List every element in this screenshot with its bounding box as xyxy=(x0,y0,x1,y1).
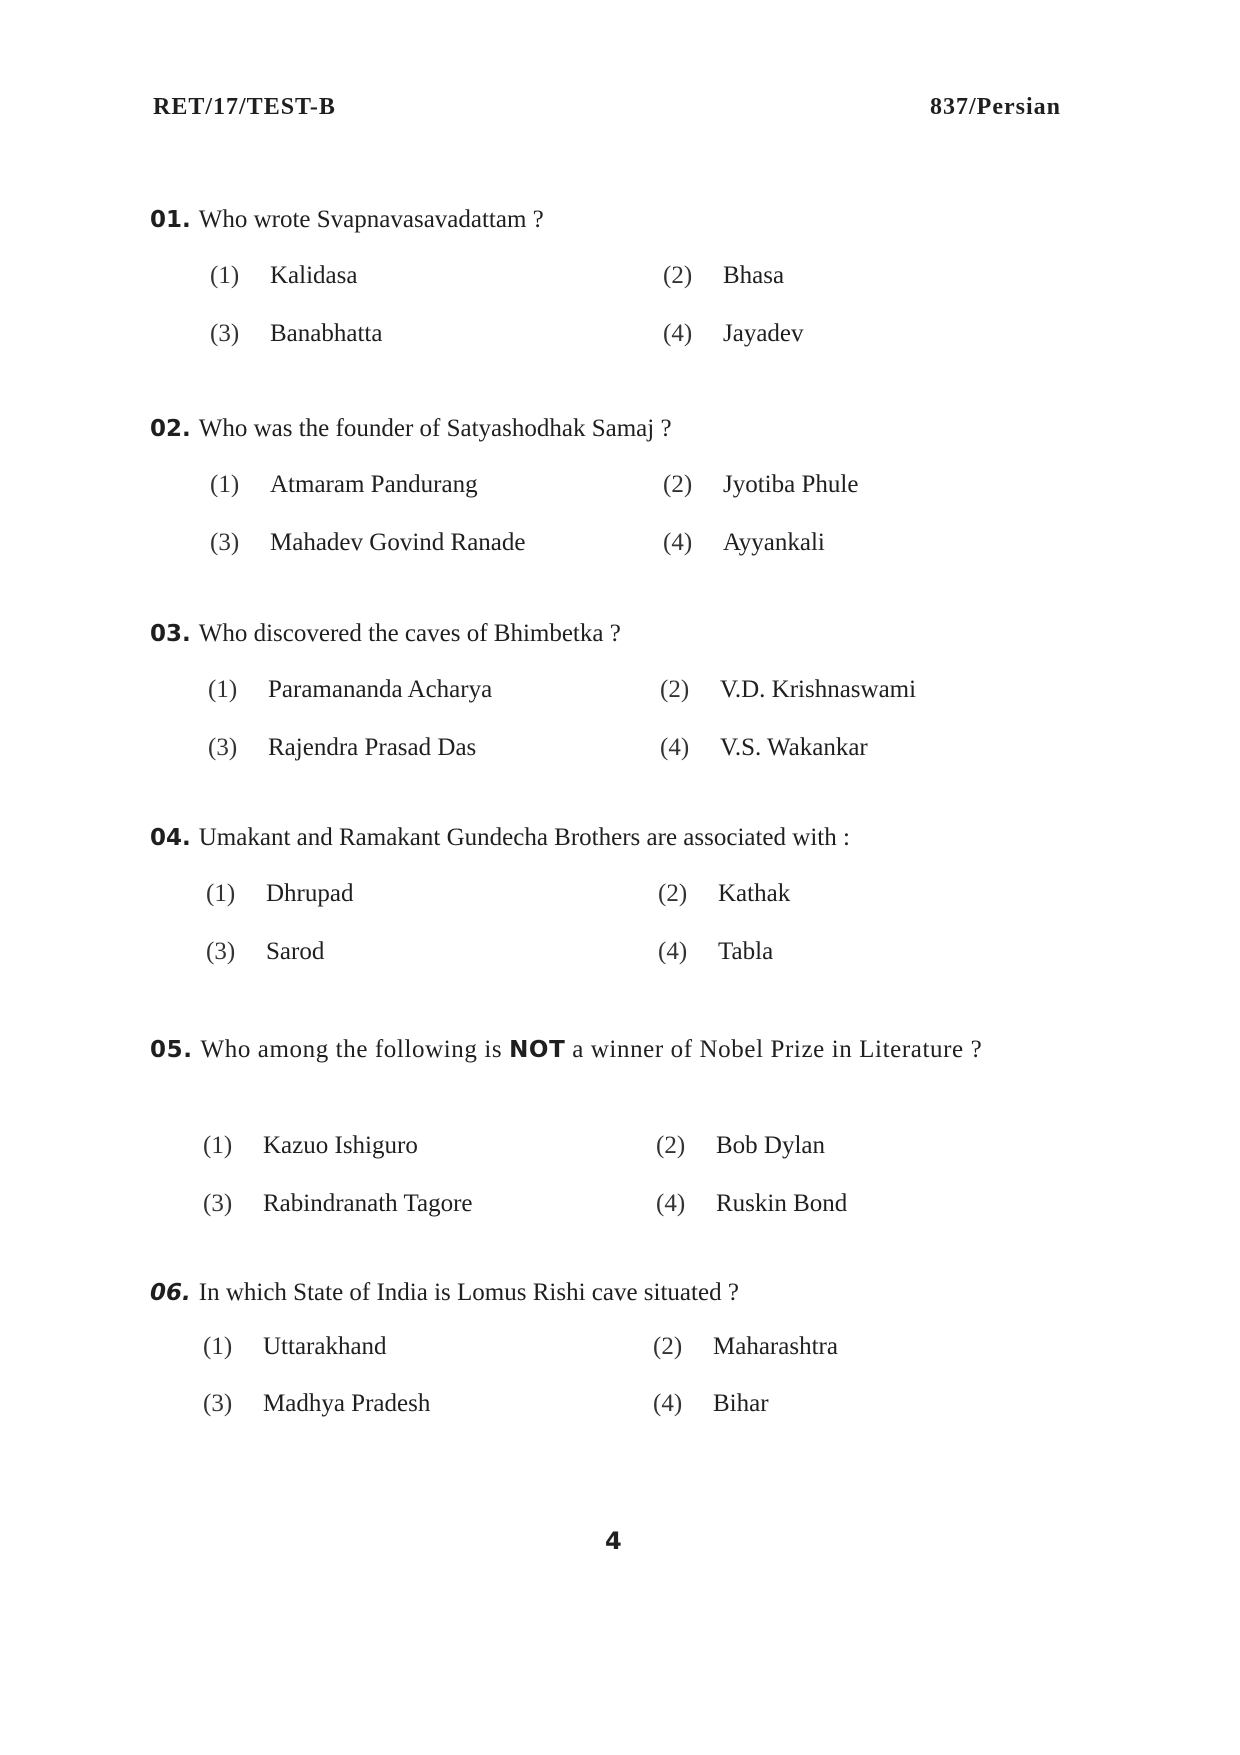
option-4: (4) Ruskin Bond xyxy=(656,1190,848,1217)
option-2: (2) Jyotiba Phule xyxy=(663,471,859,498)
option-3: (3) Madhya Pradesh xyxy=(203,1390,431,1417)
option-2: (2) Bhasa xyxy=(663,262,785,289)
question-2 xyxy=(150,413,1100,556)
option-3: (3) Mahadev Govind Ranade xyxy=(210,529,526,556)
option-2: (2) Kathak xyxy=(658,880,791,907)
question-5 xyxy=(150,1026,1100,1217)
option-1: (1) Uttarakhand xyxy=(203,1333,387,1360)
option-2: (2) Maharashtra xyxy=(653,1333,838,1360)
option-3: (3) Rajendra Prasad Das xyxy=(208,734,477,761)
option-1: (1) Paramananda Acharya xyxy=(208,676,493,703)
question-stem: 04. Umakant and Ramakant Gundecha Brothers are associated with : xyxy=(150,824,850,851)
question-stem: 06. In which State of India is Lomus Rishi cave situated ? xyxy=(150,1279,739,1306)
question-3 xyxy=(150,618,1100,761)
header-code: RET/17/TEST-B xyxy=(153,94,336,120)
option-1: (1) Kalidasa xyxy=(210,262,358,289)
option-1: (1) Dhrupad xyxy=(206,880,354,907)
question-1 xyxy=(150,204,1100,347)
page-number: 4 xyxy=(605,1527,622,1555)
question-4 xyxy=(150,822,1100,965)
option-4: (4) Jayadev xyxy=(663,320,804,347)
option-4: (4) Bihar xyxy=(653,1390,769,1417)
question-stem: 03. Who discovered the caves of Bhimbetka ? xyxy=(150,620,621,647)
option-4: (4) V.S. Wakankar xyxy=(660,734,868,761)
question-stem: 05. Who among the following is NOT a winner of Nobel Prize in Literature ? xyxy=(150,1036,983,1063)
option-3: (3) Rabindranath Tagore xyxy=(203,1190,473,1217)
option-1: (1) Atmaram Pandurang xyxy=(210,471,478,498)
option-4: (4) Ayyankali xyxy=(663,529,825,556)
option-4: (4) Tabla xyxy=(658,938,774,965)
option-3: (3) Sarod xyxy=(206,938,325,965)
header-subject: 837/Persian xyxy=(930,94,1061,120)
question-stem: 02. Who was the founder of Satyashodhak Samaj ? xyxy=(150,415,672,442)
question-6 xyxy=(150,1277,1100,1417)
question-stem: 01. Who wrote Svapnavasavadattam ? xyxy=(150,206,544,233)
option-2: (2) V.D. Krishnaswami xyxy=(660,676,917,703)
option-2: (2) Bob Dylan xyxy=(656,1132,826,1159)
option-3: (3) Banabhatta xyxy=(210,320,383,347)
option-1: (1) Kazuo Ishiguro xyxy=(203,1132,418,1159)
